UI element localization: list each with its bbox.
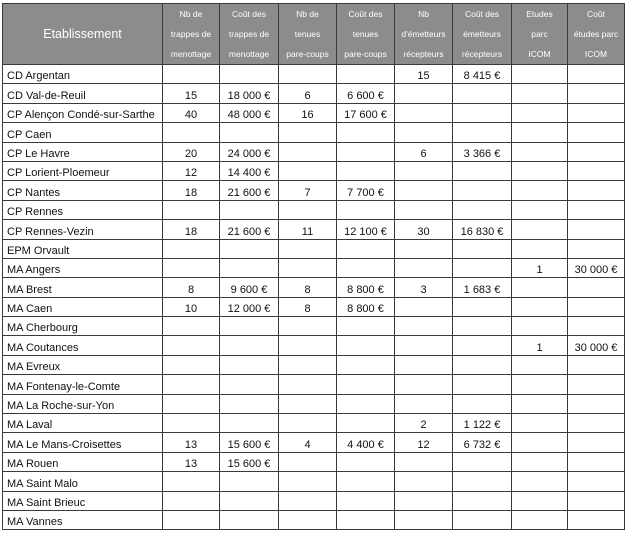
establishment-name-cell: CP Rennes <box>3 200 163 219</box>
value-cell <box>395 123 453 142</box>
value-cell <box>453 336 512 355</box>
value-cell: 48 000 € <box>220 103 279 122</box>
value-cell <box>163 510 220 529</box>
establishment-name-cell: MA Coutances <box>3 336 163 355</box>
column-header-line: Etudes <box>526 9 553 19</box>
value-cell <box>395 239 453 258</box>
value-cell <box>568 452 625 471</box>
value-cell <box>568 278 625 297</box>
value-cell <box>279 510 337 529</box>
value-cell <box>279 414 337 433</box>
value-cell <box>220 336 279 355</box>
establishment-name-cell: MA Laval <box>3 414 163 433</box>
table-row <box>3 278 625 297</box>
column-header-line: études parc <box>573 29 619 39</box>
value-cell: 13 <box>163 433 220 452</box>
value-cell: 30 000 € <box>568 258 625 277</box>
value-cell: 9 600 € <box>220 278 279 297</box>
column-header-line: pare-coups <box>286 49 329 59</box>
value-cell <box>279 65 337 84</box>
establishment-name-cell: MA Vannes <box>3 510 163 529</box>
table-header-row <box>3 4 625 65</box>
value-cell <box>395 103 453 122</box>
value-cell: 15 600 € <box>220 452 279 471</box>
value-cell <box>337 375 395 394</box>
value-cell <box>279 491 337 510</box>
value-cell <box>568 375 625 394</box>
value-cell <box>453 317 512 336</box>
value-cell <box>163 123 220 142</box>
establishment-name-cell: CP Le Havre <box>3 142 163 161</box>
value-cell <box>453 181 512 200</box>
value-cell <box>568 472 625 491</box>
value-cell: 18 000 € <box>220 84 279 103</box>
value-cell <box>220 414 279 433</box>
value-cell <box>220 65 279 84</box>
establishment-name-cell: CP Lorient-Ploemeur <box>3 161 163 180</box>
column-header-line: Nb de <box>179 9 203 19</box>
value-cell: 12 100 € <box>337 220 395 239</box>
column-header-line: ICOM <box>528 49 551 59</box>
value-cell <box>337 491 395 510</box>
value-cell: 16 830 € <box>453 220 512 239</box>
value-cell <box>220 355 279 374</box>
value-cell: 16 <box>279 103 337 122</box>
value-cell <box>220 491 279 510</box>
value-cell <box>568 220 625 239</box>
value-cell <box>163 491 220 510</box>
table-body <box>3 65 625 530</box>
value-cell <box>279 452 337 471</box>
value-cell <box>220 375 279 394</box>
value-cell <box>453 472 512 491</box>
value-cell <box>279 142 337 161</box>
value-cell <box>395 161 453 180</box>
column-header-line: tenues <box>352 29 379 39</box>
value-cell <box>395 452 453 471</box>
value-cell: 8 <box>279 278 337 297</box>
value-cell: 21 600 € <box>220 220 279 239</box>
column-header-line: menottage <box>228 49 270 59</box>
value-cell <box>337 161 395 180</box>
table-row <box>3 433 625 452</box>
column-header-line: ICOM <box>584 49 608 59</box>
column-header-line: menottage <box>170 49 212 59</box>
table-row <box>3 84 625 103</box>
value-cell <box>279 375 337 394</box>
column-header-7 <box>512 4 568 65</box>
value-cell: 4 <box>279 433 337 452</box>
value-cell <box>512 375 568 394</box>
value-cell: 30 <box>395 220 453 239</box>
value-cell <box>220 258 279 277</box>
value-cell <box>163 375 220 394</box>
value-cell: 11 <box>279 220 337 239</box>
value-cell: 15 600 € <box>220 433 279 452</box>
value-cell <box>337 355 395 374</box>
value-cell <box>568 433 625 452</box>
value-cell <box>279 200 337 219</box>
column-header-3 <box>279 4 337 65</box>
value-cell: 8 <box>163 278 220 297</box>
value-cell <box>163 336 220 355</box>
value-cell <box>453 491 512 510</box>
value-cell: 14 400 € <box>220 161 279 180</box>
value-cell <box>395 200 453 219</box>
value-cell <box>568 84 625 103</box>
value-cell: 15 <box>395 65 453 84</box>
table-row <box>3 65 625 84</box>
value-cell <box>453 123 512 142</box>
value-cell <box>395 258 453 277</box>
value-cell <box>453 84 512 103</box>
establishment-costs-table <box>2 3 625 530</box>
establishment-name-cell: CD Argentan <box>3 65 163 84</box>
table-row <box>3 123 625 142</box>
value-cell <box>512 394 568 413</box>
table-row <box>3 394 625 413</box>
table-row <box>3 510 625 529</box>
value-cell <box>395 491 453 510</box>
value-cell <box>568 200 625 219</box>
value-cell <box>512 220 568 239</box>
column-header-line: émetteurs <box>463 29 501 39</box>
value-cell <box>453 510 512 529</box>
value-cell <box>279 317 337 336</box>
value-cell <box>337 394 395 413</box>
value-cell <box>279 239 337 258</box>
value-cell: 6 732 € <box>453 433 512 452</box>
column-header-line: trappes de <box>228 29 270 39</box>
value-cell <box>568 239 625 258</box>
column-header-1 <box>163 4 220 65</box>
value-cell <box>395 394 453 413</box>
value-cell <box>568 65 625 84</box>
column-header-line: Coût <box>587 9 605 19</box>
establishment-name-cell: EPM Orvault <box>3 239 163 258</box>
value-cell: 18 <box>163 220 220 239</box>
value-cell <box>337 452 395 471</box>
establishment-name-cell: MA Evreux <box>3 355 163 374</box>
value-cell: 3 366 € <box>453 142 512 161</box>
value-cell <box>220 472 279 491</box>
value-cell: 8 800 € <box>337 297 395 316</box>
establishment-name-cell: CP Rennes-Vezin <box>3 220 163 239</box>
value-cell <box>395 84 453 103</box>
value-cell: 12 000 € <box>220 297 279 316</box>
value-cell <box>512 181 568 200</box>
value-cell: 6 600 € <box>337 84 395 103</box>
value-cell <box>337 65 395 84</box>
value-cell: 1 683 € <box>453 278 512 297</box>
value-cell <box>512 239 568 258</box>
value-cell <box>453 161 512 180</box>
value-cell: 3 <box>395 278 453 297</box>
establishment-name-cell: MA Saint Brieuc <box>3 491 163 510</box>
value-cell <box>512 65 568 84</box>
column-header-8 <box>568 4 625 65</box>
value-cell: 21 600 € <box>220 181 279 200</box>
column-header-line: pare-coups <box>344 49 387 59</box>
value-cell: 1 122 € <box>453 414 512 433</box>
value-cell <box>512 161 568 180</box>
value-cell <box>220 317 279 336</box>
value-cell <box>512 103 568 122</box>
value-cell <box>163 414 220 433</box>
value-cell <box>512 472 568 491</box>
value-cell <box>163 65 220 84</box>
table-row <box>3 472 625 491</box>
table-row <box>3 414 625 433</box>
column-header-line: d'émetteurs <box>401 29 446 39</box>
establishment-name-cell: CP Nantes <box>3 181 163 200</box>
value-cell <box>279 161 337 180</box>
value-cell <box>512 355 568 374</box>
value-cell: 7 700 € <box>337 181 395 200</box>
value-cell <box>279 123 337 142</box>
establishment-name-cell: MA Brest <box>3 278 163 297</box>
value-cell <box>568 510 625 529</box>
column-header-line: Nb de <box>296 9 319 19</box>
value-cell <box>568 123 625 142</box>
value-cell <box>453 375 512 394</box>
value-cell: 20 <box>163 142 220 161</box>
table-row <box>3 142 625 161</box>
column-header-line: tenues <box>294 29 321 39</box>
value-cell <box>163 355 220 374</box>
establishment-name-cell: MA Angers <box>3 258 163 277</box>
value-cell: 6 <box>279 84 337 103</box>
table-row <box>3 200 625 219</box>
value-cell <box>163 239 220 258</box>
value-cell <box>279 472 337 491</box>
value-cell <box>568 161 625 180</box>
value-cell <box>453 200 512 219</box>
value-cell <box>279 394 337 413</box>
table-row <box>3 317 625 336</box>
column-header-line: trappes de <box>170 29 212 39</box>
table-row <box>3 181 625 200</box>
table-row <box>3 336 625 355</box>
value-cell <box>453 297 512 316</box>
value-cell <box>568 317 625 336</box>
value-cell: 10 <box>163 297 220 316</box>
column-header-line: Coût des <box>231 9 267 19</box>
value-cell <box>163 258 220 277</box>
value-cell <box>568 142 625 161</box>
value-cell <box>568 414 625 433</box>
table-row <box>3 375 625 394</box>
establishment-name-cell: MA La Roche-sur-Yon <box>3 394 163 413</box>
column-header-line: Coût des <box>348 9 383 19</box>
value-cell <box>568 297 625 316</box>
value-cell <box>220 123 279 142</box>
value-cell <box>512 84 568 103</box>
column-header-line: récepteurs <box>403 49 444 59</box>
value-cell: 6 <box>395 142 453 161</box>
value-cell <box>395 472 453 491</box>
establishment-name-cell: CD Val-de-Reuil <box>3 84 163 103</box>
value-cell <box>453 103 512 122</box>
value-cell: 12 <box>395 433 453 452</box>
value-cell <box>279 336 337 355</box>
value-cell <box>220 510 279 529</box>
value-cell <box>512 200 568 219</box>
value-cell <box>453 394 512 413</box>
value-cell <box>453 258 512 277</box>
table-row <box>3 161 625 180</box>
value-cell <box>512 491 568 510</box>
value-cell <box>337 336 395 355</box>
value-cell <box>453 452 512 471</box>
table-row <box>3 452 625 471</box>
value-cell <box>395 317 453 336</box>
column-header-0: Etablissement <box>3 4 163 65</box>
value-cell <box>453 239 512 258</box>
value-cell <box>163 200 220 219</box>
column-header-line: récepteurs <box>461 49 503 59</box>
establishment-name-cell: MA Rouen <box>3 452 163 471</box>
value-cell: 24 000 € <box>220 142 279 161</box>
value-cell: 15 <box>163 84 220 103</box>
value-cell: 4 400 € <box>337 433 395 452</box>
value-cell <box>395 181 453 200</box>
value-cell <box>337 258 395 277</box>
column-header-2 <box>220 4 279 65</box>
value-cell <box>220 200 279 219</box>
column-header-5 <box>395 4 453 65</box>
value-cell: 13 <box>163 452 220 471</box>
table-row <box>3 491 625 510</box>
establishment-name-cell: CP Alençon Condé-sur-Sarthe <box>3 103 163 122</box>
table-row <box>3 297 625 316</box>
value-cell <box>395 355 453 374</box>
value-cell <box>337 239 395 258</box>
value-cell <box>279 258 337 277</box>
establishment-name-cell: MA Saint Malo <box>3 472 163 491</box>
value-cell <box>568 181 625 200</box>
value-cell <box>337 510 395 529</box>
value-cell <box>220 394 279 413</box>
establishment-name-cell: MA Cherbourg <box>3 317 163 336</box>
column-header-line: Coût des <box>464 9 500 19</box>
table-row <box>3 103 625 122</box>
value-cell <box>568 103 625 122</box>
value-cell <box>337 200 395 219</box>
value-cell <box>337 317 395 336</box>
table-row <box>3 355 625 374</box>
table-row <box>3 220 625 239</box>
value-cell <box>337 142 395 161</box>
value-cell <box>512 510 568 529</box>
value-cell <box>337 472 395 491</box>
value-cell: 1 <box>512 336 568 355</box>
establishment-name-cell: MA Le Mans-Croisettes <box>3 433 163 452</box>
value-cell <box>220 239 279 258</box>
value-cell <box>163 472 220 491</box>
value-cell <box>512 278 568 297</box>
column-header-6 <box>453 4 512 65</box>
column-header-line: parc <box>531 29 548 39</box>
value-cell <box>395 336 453 355</box>
value-cell <box>395 375 453 394</box>
value-cell: 8 415 € <box>453 65 512 84</box>
value-cell <box>512 297 568 316</box>
value-cell: 1 <box>512 258 568 277</box>
value-cell: 8 <box>279 297 337 316</box>
value-cell <box>337 414 395 433</box>
value-cell: 30 000 € <box>568 336 625 355</box>
value-cell <box>512 452 568 471</box>
value-cell <box>568 394 625 413</box>
establishment-name-cell: CP Caen <box>3 123 163 142</box>
value-cell <box>395 510 453 529</box>
value-cell: 8 800 € <box>337 278 395 297</box>
table-row <box>3 239 625 258</box>
column-header-line: Nb <box>418 9 429 19</box>
value-cell: 17 600 € <box>337 103 395 122</box>
establishment-name-cell: MA Caen <box>3 297 163 316</box>
establishment-name-cell: MA Fontenay-le-Comte <box>3 375 163 394</box>
value-cell <box>512 142 568 161</box>
value-cell: 7 <box>279 181 337 200</box>
value-cell <box>512 317 568 336</box>
value-cell <box>512 123 568 142</box>
table-container <box>2 3 625 530</box>
value-cell <box>279 355 337 374</box>
value-cell <box>163 317 220 336</box>
value-cell: 2 <box>395 414 453 433</box>
value-cell: 18 <box>163 181 220 200</box>
value-cell <box>568 355 625 374</box>
value-cell: 40 <box>163 103 220 122</box>
value-cell <box>453 355 512 374</box>
value-cell <box>395 297 453 316</box>
table-row <box>3 258 625 277</box>
value-cell <box>337 123 395 142</box>
column-header-4 <box>337 4 395 65</box>
value-cell <box>512 414 568 433</box>
value-cell <box>512 433 568 452</box>
value-cell <box>163 394 220 413</box>
value-cell: 12 <box>163 161 220 180</box>
value-cell <box>568 491 625 510</box>
